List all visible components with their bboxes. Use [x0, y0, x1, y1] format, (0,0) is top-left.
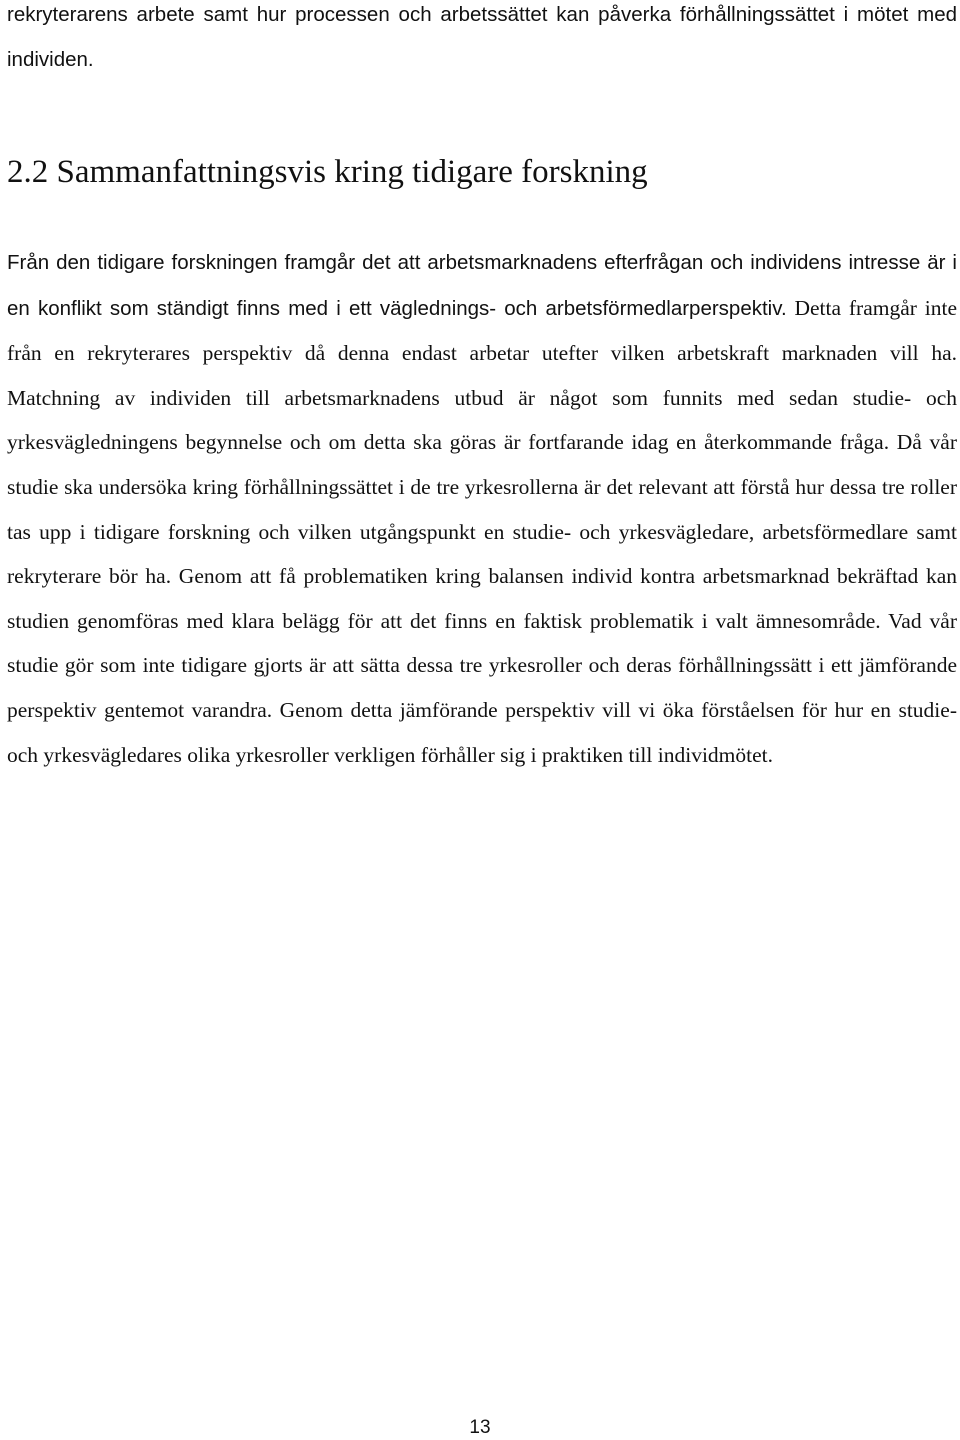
section-heading: 2.2 Sammanfattningsvis kring tidigare forskning	[7, 154, 648, 190]
intro-paragraph: rekryterarens arbete samt hur processen och arbetssättet kan påverka förhållningssättet i mötet med individen.	[7, 3, 957, 71]
body-paragraph	[7, 240, 957, 777]
body-paragraph-sans-part: Från den tidigare forskningen framgår det att arbetsmarknadens efterfrågan och individens intresse är i en konflikt som ständigt finns med i ett väglednings- och arbetsförmedlarperspektiv.	[7, 251, 957, 320]
page-number: 13	[469, 1417, 491, 1438]
body-paragraph-serif-part: Detta framgår inte från en rekryterares perspektiv då denna endast arbetar utefter vilken arbetskraft marknaden vill ha. Matchning av individen till arbetsmarknadens utbud är något som funnits med sedan studie- och yrkesvägledningens begynnelse och om detta ska göras är fortfarande idag en återkommande fråga. Då vår studie ska undersöka kring förhållningssättet i de tre yrkesrollerna är det relevant att förstå hur dessa tre roller tas upp i tidigare forskning och vilken utgångspunkt en studie- och yrkesvägledare, arbetsförmedlare samt rekryterare bör ha. Genom att få problematiken kring balansen individ kontra arbetsmarknad bekräftad kan studien genomföras med klara belägg för att det finns en faktisk problematik i valt ämnesområde. Vad vår studie gör som inte tidigare gjorts är att sätta dessa tre yrkesroller och deras förhållningssätt i ett jämförande perspektiv gentemot varandra. Genom detta jämförande perspektiv vill vi öka förståelsen för hur en studie- och yrkesvägledares olika yrkesroller verkligen förhåller sig i praktiken till individmötet.	[7, 295, 957, 767]
